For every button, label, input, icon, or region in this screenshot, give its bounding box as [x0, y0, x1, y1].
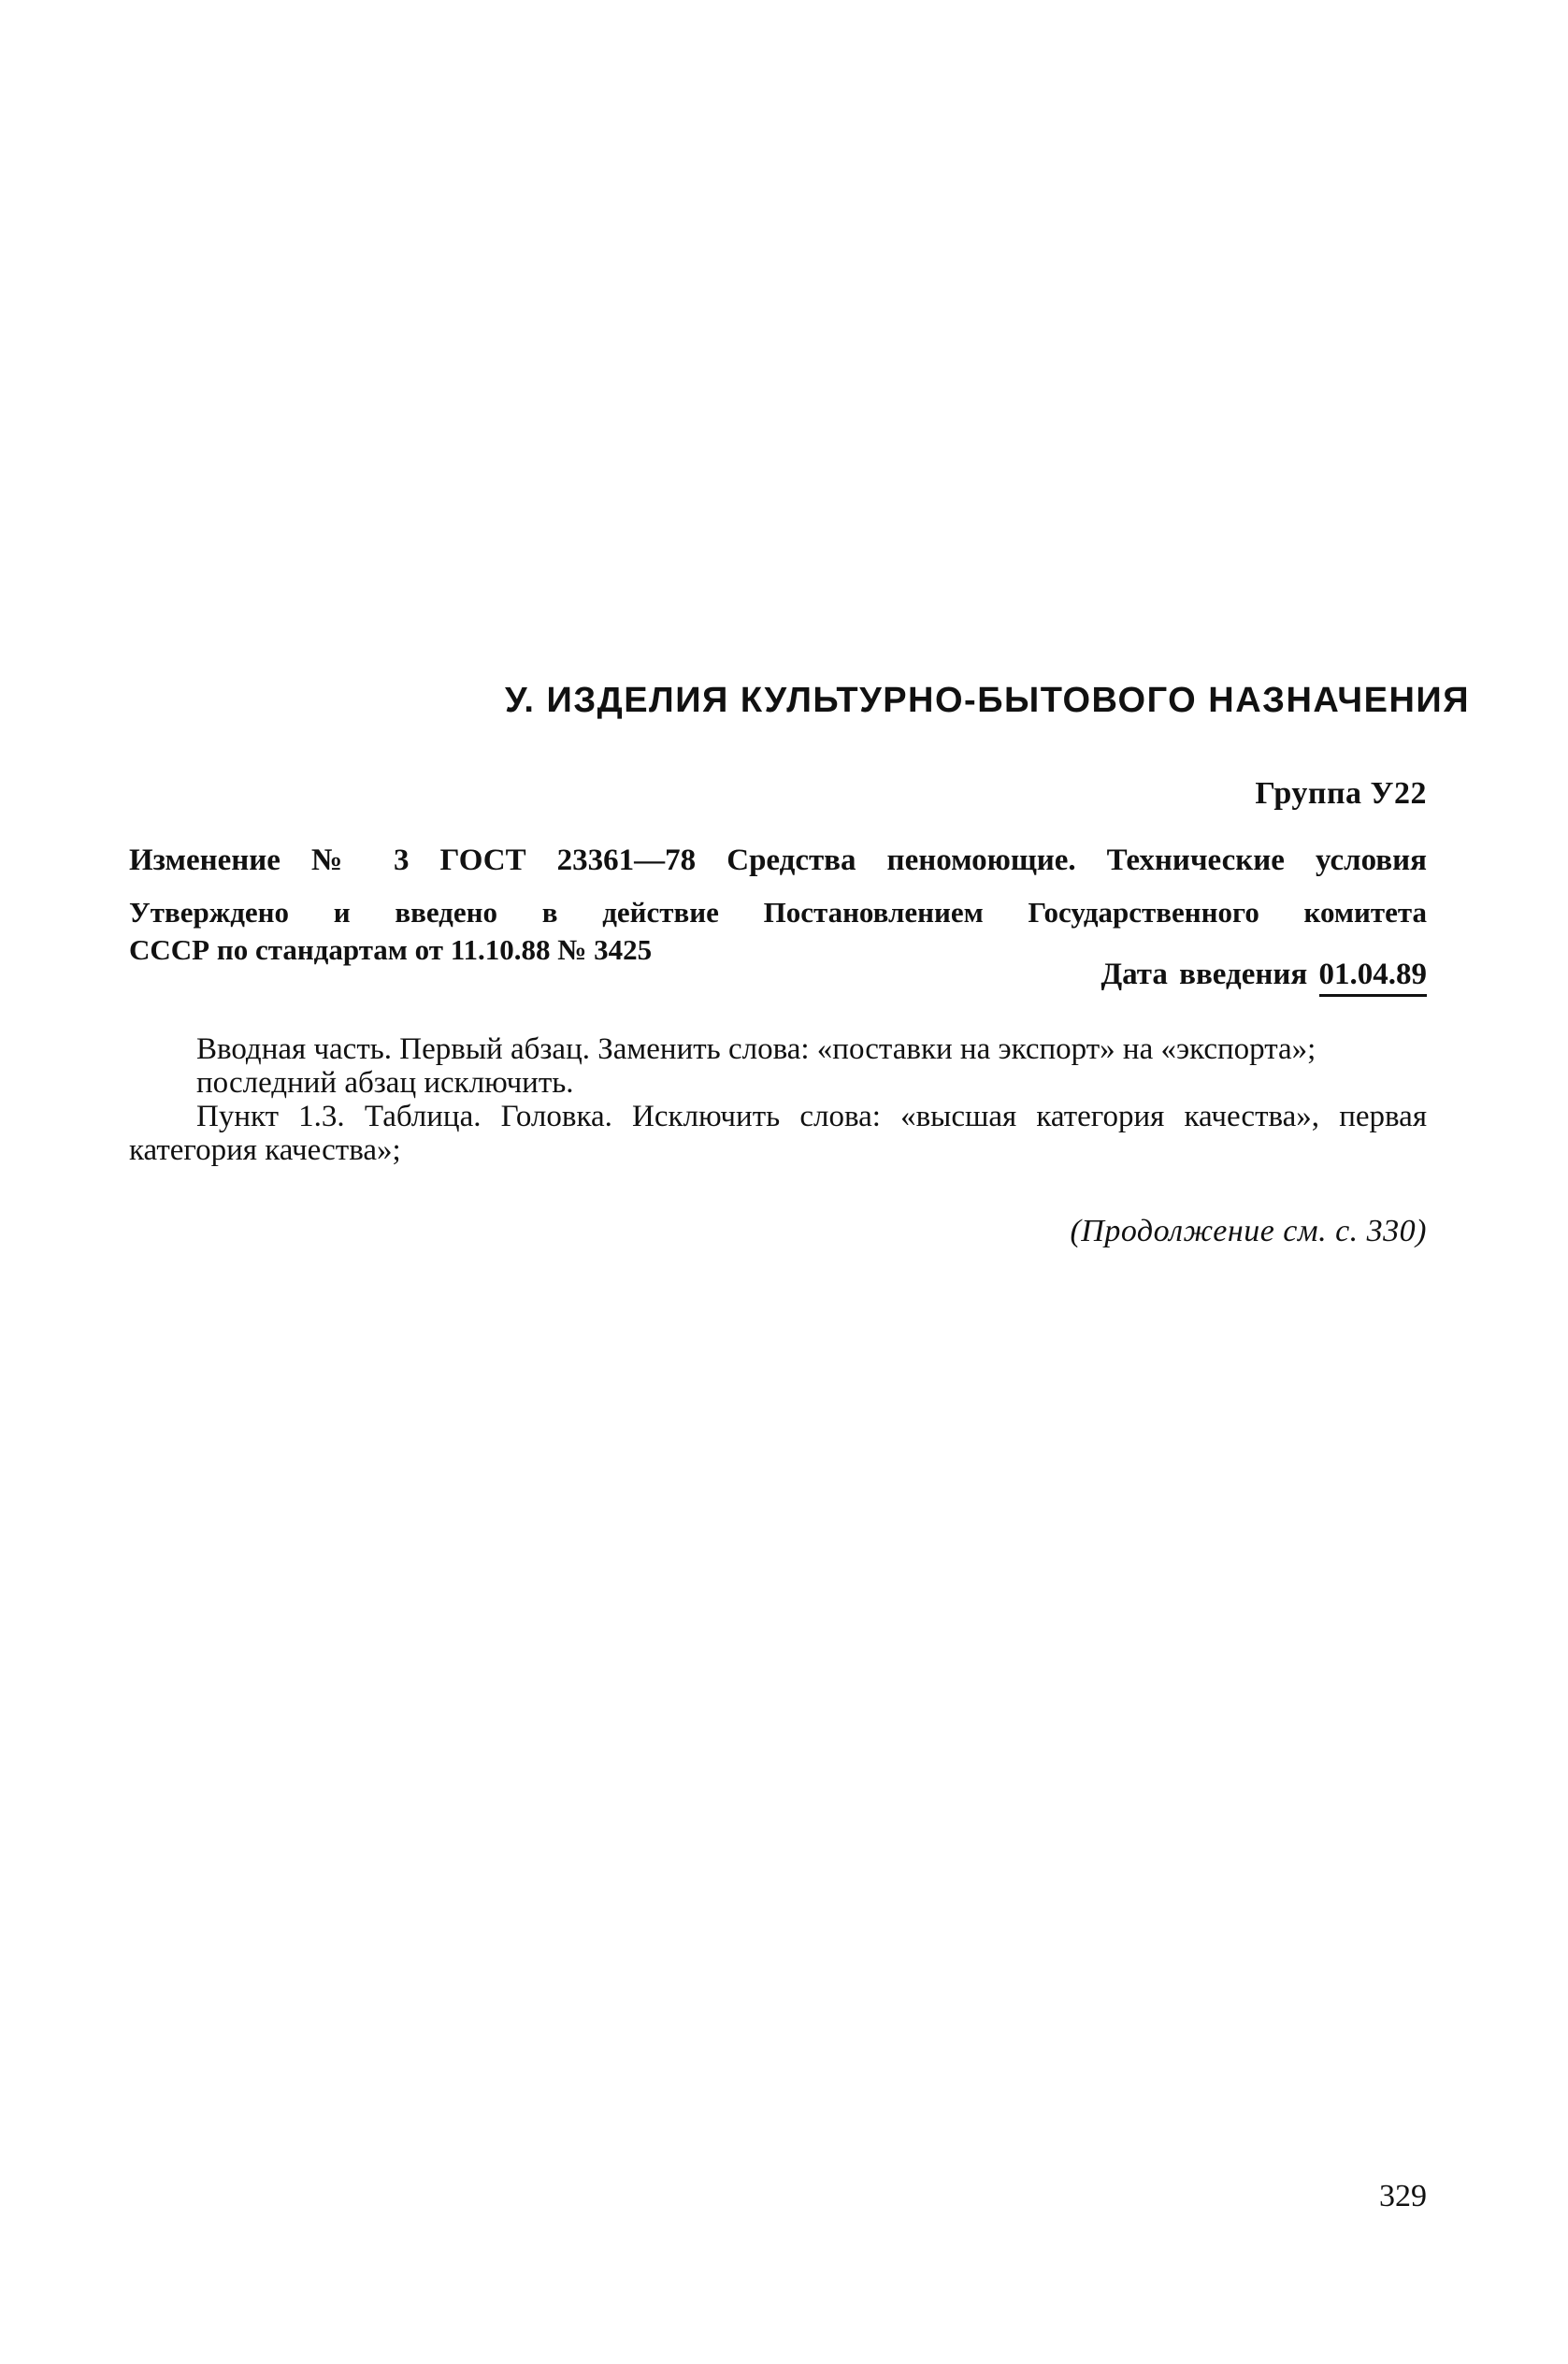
- page-number: 329: [1379, 2179, 1427, 2213]
- paragraph-item-1-3: Пункт 1.3. Таблица. Головка. Исключить слова: «высшая категория качества», первая категория качества»;: [129, 1100, 1427, 1167]
- change-body: [129, 1032, 1427, 1167]
- paragraph-intro: Вводная часть. Первый абзац. Заменить слова: «поставки на экспорт» на «экспорта»;: [196, 1032, 1316, 1066]
- change-title: Изменение № 3 ГОСТ 23361—78 Средства пеномоющие. Технические условия: [129, 843, 1427, 877]
- approval-line-2: СССР по стандартам от 11.10.88 № 3425: [129, 933, 653, 966]
- continued-note: (Продолжение см. с. 330): [1070, 1214, 1427, 1248]
- date-label: Дата введения: [1100, 958, 1308, 991]
- introduction-date: [1100, 958, 1427, 997]
- group-label: Группа У22: [1255, 776, 1427, 811]
- approval-line-1: Утверждено и введено в действие Постановлением Государственного комитета: [129, 896, 1427, 929]
- paragraph-last-abzac: последний абзац исключить.: [196, 1066, 574, 1100]
- section-title: У. ИЗДЕЛИЯ КУЛЬТУРНО-БЫТОВОГО НАЗНАЧЕНИЯ: [505, 681, 1471, 720]
- date-value: 01.04.89: [1319, 958, 1428, 997]
